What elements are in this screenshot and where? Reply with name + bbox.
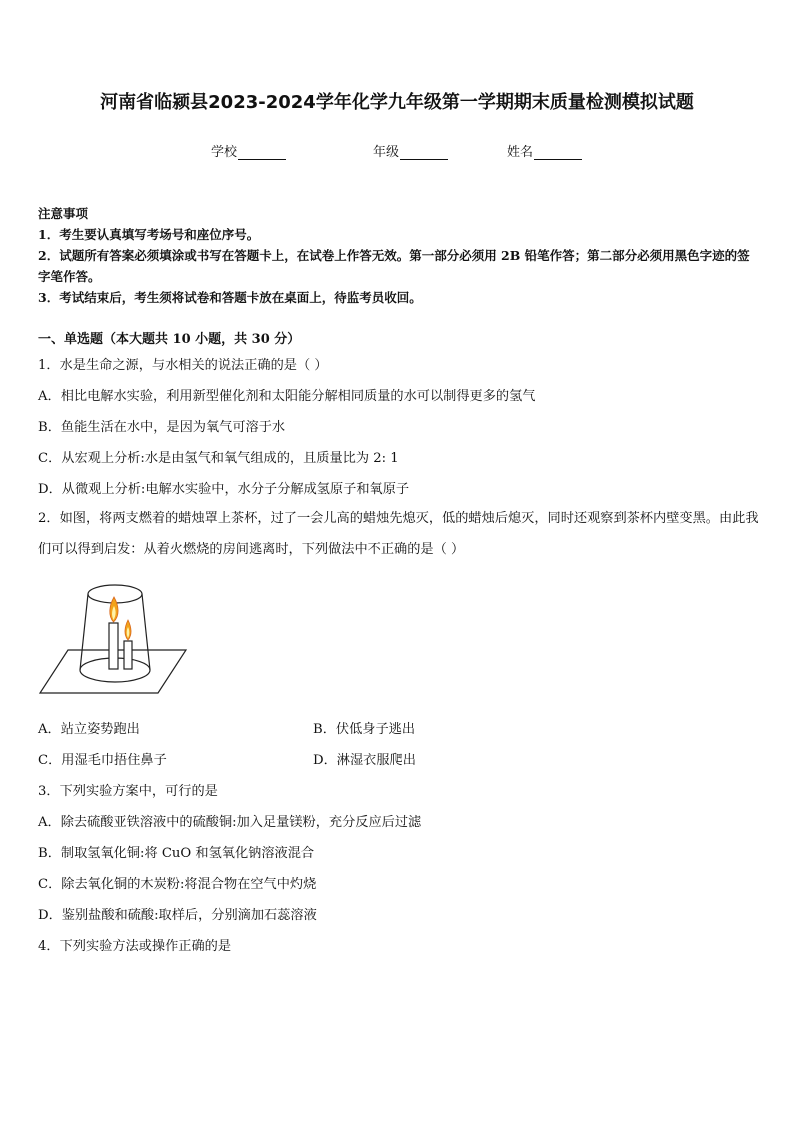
section-heading: 一、单选题（本大题共 10 小题，共 30 分） [38,332,301,347]
name-blank [534,146,582,160]
grade-field [373,141,448,160]
question-2-option-d: D．淋湿衣服爬出 [313,753,416,768]
grade-blank [400,146,448,160]
cup-left-side [80,594,88,670]
tall-candle [109,623,118,669]
candle-cup-figure [38,570,190,698]
name-field [507,141,582,160]
question-2-option-c: C．用湿毛巾捂住鼻子 [38,753,167,768]
question-2-stem: 2．如图，将两支燃着的蜡烛罩上茶杯，过了一会儿高的蜡烛先熄灭，低的蜡烛后熄灭，同时还观察到茶杯内壁变黑。由此我们可以得到启发：从着火燃烧的房间逃离时，下列做法中不正确的是（ ） [38,511,759,557]
page-title: 河南省临颍县2023-2024学年化学九年级第一学期期末质量检测模拟试题 [100,92,694,113]
question-4-stem: 4．下列实验方法或操作正确的是 [38,939,232,954]
question-1-option-c: C．从宏观上分析:水是由氢气和氧气组成的，且质量比为 2: 1 [38,451,399,466]
note-item-3: 3．考试结束后，考生须将试卷和答题卡放在桌面上，待监考员收回。 [38,290,422,305]
question-2-option-a: A．站立姿势跑出 [38,722,140,737]
school-blank [238,146,286,160]
question-1-option-a: A．相比电解水实验，利用新型催化剂和太阳能分解相同质量的水可以制得更多的氢气 [38,389,536,404]
grade-label: 年级 [373,145,400,160]
notes-heading: 注意事项 [38,206,89,221]
note-item-2: 2．试题所有答案必须填涂或书写在答题卡上，在试卷上作答无效。第一部分必须用 2B 铅笔作答；第二部分必须用黑色字迹的签字笔作答。 [38,248,750,284]
question-3-option-a: A．除去硫酸亚铁溶液中的硫酸铜:加入足量镁粉，充分反应后过滤 [38,815,422,830]
question-2-option-b: B．伏低身子逃出 [313,722,416,737]
exam-notes [38,203,758,308]
question-3-option-c: C．除去氧化铜的木炭粉:将混合物在空气中灼烧 [38,877,317,892]
question-3-stem: 3．下列实验方案中，可行的是 [38,784,218,799]
question-1-option-b: B．鱼能生活在水中，是因为氧气可溶于水 [38,420,286,435]
question-3-option-b: B．制取氢氧化铜:将 CuO 和氢氧化钠溶液混合 [38,846,315,861]
short-candle [124,641,132,669]
school-label: 学校 [211,145,238,160]
question-1-stem: 1．水是生命之源，与水相关的说法正确的是（ ） [38,358,328,373]
note-item-1: 1．考生要认真填写考场号和座位序号。 [38,227,260,242]
school-field [211,141,286,160]
name-label: 姓名 [507,145,534,160]
question-1-option-d: D．从微观上分析:电解水实验中，水分子分解成氢原子和氧原子 [38,482,410,497]
question-3-option-d: D．鉴别盐酸和硫酸:取样后，分别滴加石蕊溶液 [38,908,317,923]
cup-right-side [142,594,150,670]
